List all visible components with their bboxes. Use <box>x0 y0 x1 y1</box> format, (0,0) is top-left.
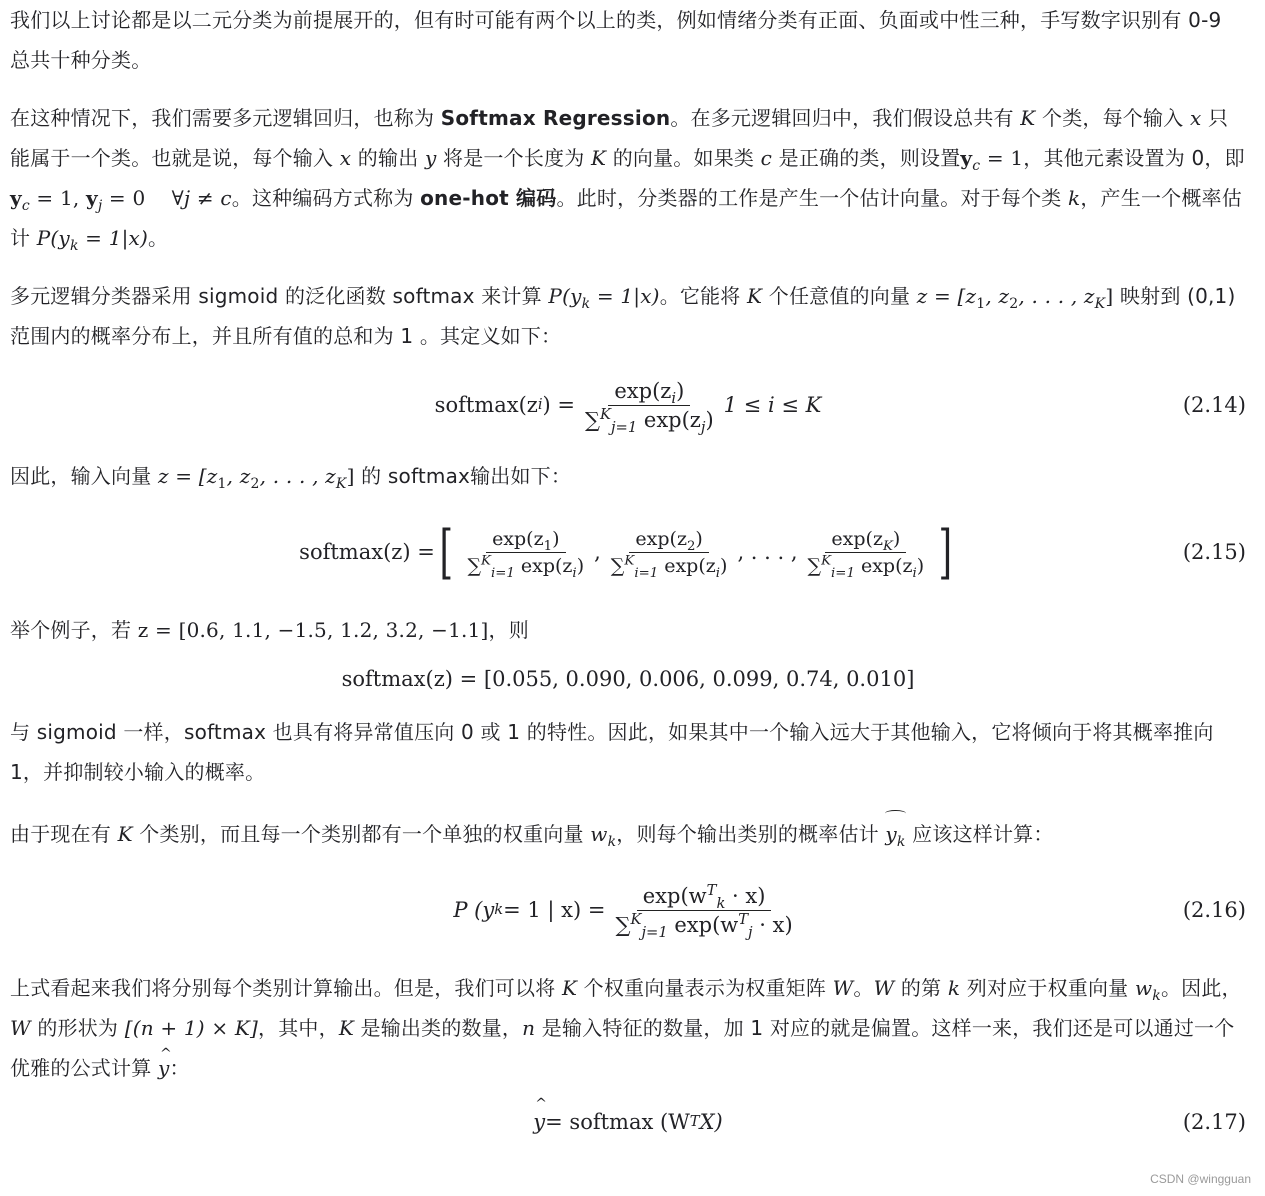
eq-den-end: ) <box>720 554 728 577</box>
math-sub: k <box>896 834 906 850</box>
eq-den: exp(w <box>667 912 739 937</box>
math-expr: P(y <box>36 226 70 250</box>
math-var: K <box>338 1016 354 1040</box>
math-var: W <box>10 1016 31 1040</box>
eq-sub: K <box>882 538 893 554</box>
text: 个类别，而且每一个类别都有一个单独的权重向量 <box>132 822 591 846</box>
math-sub: 1 <box>217 476 227 492</box>
text: ，其中， <box>258 1016 339 1040</box>
text: 。在多元逻辑回归中，我们假设总共有 <box>670 106 1021 130</box>
math-var: K <box>590 146 607 170</box>
eq-close: ) <box>552 527 560 550</box>
eq-lhs: softmax(z) = <box>299 540 435 564</box>
text: ，其他元素设置为 0，即 <box>1023 146 1245 170</box>
math-var: y <box>960 146 973 170</box>
eq-num: exp(z <box>492 527 544 550</box>
text: 。 <box>853 976 874 1000</box>
eq-den-end: ) <box>576 554 585 577</box>
eq-sub: i=1 <box>490 565 515 581</box>
math-var: K <box>1020 106 1036 130</box>
equation-2-14: softmax(z i ) = $\frac{\exp(z_i)}{\sum^K_{j=1} \exp(z_j)}$ 1 ≤ i ≤ K (2.14) <box>434 378 1246 436</box>
math-sub: K <box>1094 296 1106 312</box>
text: 是正确的类，则设置 <box>772 146 961 170</box>
eq-lhs: softmax(z <box>434 393 538 417</box>
eq-result: softmax(z) = [0.055, 0.090, 0.006, 0.099, 0.74, 0.010] <box>341 667 915 691</box>
text: 上式看起来我们将分别每个类别计算输出。但是，我们可以将 <box>10 976 562 1000</box>
eq-den: exp(z <box>658 554 716 577</box>
text: 。它能将 <box>659 284 748 308</box>
math-expr: , . . . , z <box>1018 284 1095 308</box>
math-expr: , z <box>985 284 1010 308</box>
text: 。此时，分类器的工作是产生一个估计向量。对于每个类 <box>556 186 1069 210</box>
equation-example-result <box>10 654 1246 704</box>
math-var: K <box>561 976 578 1000</box>
eq-sub: 2 <box>686 538 696 554</box>
eq-num-end: ) <box>676 378 685 403</box>
paragraph-softmax-property <box>10 712 1246 792</box>
paragraph-multiclass-intro <box>10 0 1246 80</box>
text: 的第 <box>894 976 948 1000</box>
paragraph-softmax-def <box>10 276 1246 356</box>
math-var: k <box>1068 186 1081 210</box>
eq-den-end: ) <box>916 554 925 577</box>
eq-num: exp(w <box>642 883 707 908</box>
equation-2-17: ^ y = softmax (W T X) (2.17) <box>10 1096 1246 1148</box>
eq-num: exp(z <box>614 378 672 403</box>
eq-sub: i <box>912 565 917 581</box>
eq-lhs-end: ) = <box>542 393 576 417</box>
math-expr: P(y <box>548 284 582 308</box>
text: 举个例子，若 <box>10 618 138 642</box>
text: ，则每个输出类别的概率估计 <box>616 822 886 846</box>
math-var: y <box>10 186 22 210</box>
eq-sup: K <box>481 553 491 569</box>
eq-fraction <box>579 378 720 436</box>
text: 的形状为 <box>30 1016 125 1040</box>
math-sub: k <box>1152 988 1161 1004</box>
math-sub: k <box>607 834 617 850</box>
math-var: K <box>117 822 133 846</box>
separator: , <box>594 540 601 564</box>
equation-number: (2.15) <box>1182 540 1246 564</box>
math-expr: , . . . , z <box>259 464 336 488</box>
eq-fraction <box>609 881 798 941</box>
text: 个权重向量表示为权重矩阵 <box>577 976 833 1000</box>
article-body <box>10 0 1246 1148</box>
text: 由于现在有 <box>10 822 118 846</box>
eq-sub: 1 <box>543 538 553 554</box>
bold-term-softmax-regression: Softmax Regression <box>440 106 671 130</box>
text: ： <box>169 1056 190 1080</box>
math-var: y <box>86 186 98 210</box>
math-expr: z = [0.6, 1.1, −1.5, 1.2, 3.2, −1.1] <box>137 618 489 642</box>
eq-sub: i=1 <box>831 565 855 581</box>
eq-sub: i <box>671 389 677 407</box>
math-expr: = 1 <box>29 186 73 210</box>
eq-close: ) <box>892 527 901 550</box>
eq-sub: i <box>572 565 577 581</box>
eq-fraction-2 <box>605 527 734 581</box>
eq-den: exp(z <box>514 554 573 577</box>
equation-number: (2.16) <box>1182 898 1246 922</box>
eq-condition: 1 ≤ i ≤ K <box>723 393 822 417</box>
math-expr: ∀j ≠ c <box>145 186 232 210</box>
bold-term-one-hot: one-hot 编码 <box>420 186 557 210</box>
eq-sub: j <box>748 923 753 941</box>
math-sub: k <box>69 238 79 254</box>
eq-fraction-1 <box>461 527 590 581</box>
math-var: c <box>760 146 773 170</box>
eq-lhs-end: = 1 | x) = <box>503 898 606 922</box>
math-var: y <box>885 822 897 846</box>
text: 的向量。如果类 <box>606 146 761 170</box>
sum-symbol: ∑ <box>615 912 631 937</box>
eq-close: ) <box>695 527 703 550</box>
eq-den-end: ) <box>705 407 714 432</box>
eq-sub: j <box>700 418 706 436</box>
math-expr: , z <box>226 464 251 488</box>
math-expr: ] <box>346 464 355 488</box>
text: 是输入特征的数量，加 1 对应的就是偏置。这样一来，我们还是可以通过一个优雅的公式计算 <box>10 1016 1235 1080</box>
text: 映射到 (0,1) 范围内的概率分布上，并且所有值的总和为 1 。其定义如下： <box>10 284 1236 348</box>
eq-sup: K <box>600 405 611 423</box>
equation-2-16: P (y k = 1 | x) = $\frac{\exp(w^T_k \cdot x)}{\sum^K_{j=1} \exp(w^T_j \cdot x)}$ (2.16) <box>453 881 1246 941</box>
math-var: K <box>747 284 763 308</box>
math-sub: K <box>335 476 347 492</box>
math-var: x <box>339 146 352 170</box>
text: 多元逻辑分类器采用 sigmoid 的泛化函数 softmax 来计算 <box>10 284 549 308</box>
equation-2-15 <box>10 510 1246 594</box>
text: 将是一个长度为 <box>436 146 591 170</box>
eq-num: exp(z <box>831 527 883 550</box>
math-sub: 1 <box>976 296 986 312</box>
math-var: x <box>1189 106 1202 130</box>
paragraph-example <box>10 610 1246 650</box>
text: 应该这样计算： <box>905 822 1054 846</box>
text: 与 sigmoid 一样，softmax 也具有将异常值压向 0 或 1 的特性。因此，如果其中一个输入远大于其他输入，它将倾向于将其概率推向 1，并抑制较小输入的概率。 <box>10 720 1214 784</box>
text: 的 softmax输出如下： <box>354 464 572 488</box>
math-expr: z = [z <box>916 284 977 308</box>
math-sub: j <box>97 198 103 214</box>
ellipsis: , . . . , <box>737 540 798 564</box>
math-expr: = 1|x) <box>78 226 149 250</box>
text: 。 <box>148 226 169 250</box>
eq-sup: K <box>630 910 642 928</box>
sum-symbol: ∑ <box>610 554 625 577</box>
math-sub: 2 <box>250 476 260 492</box>
text: 。这种编码方式称为 <box>231 186 421 210</box>
math-var: W <box>873 976 895 1000</box>
paragraph-weight-matrix <box>10 968 1246 1088</box>
text: ，则 <box>488 618 529 642</box>
math-expr: = 0 <box>102 186 146 210</box>
watermark: CSDN @wingguan <box>1150 1172 1251 1186</box>
eq-sup: K <box>821 553 832 569</box>
math-var: n <box>522 1016 536 1040</box>
text: 在这种情况下，我们需要多元逻辑回归，也称为 <box>10 106 441 130</box>
eq-rhs-end: X) <box>699 1110 723 1134</box>
math-var: w <box>1134 976 1153 1000</box>
eq-num-end: · x) <box>725 883 766 908</box>
math-expr: [(n + 1) × K] <box>124 1016 258 1040</box>
text: 。因此， <box>1160 976 1242 1000</box>
text: 是输出类的数量， <box>353 1016 523 1040</box>
eq-sup: T <box>738 910 749 928</box>
paragraph-weight-vectors <box>10 810 1246 854</box>
math-yhat: ^ y <box>158 1048 170 1088</box>
math-var: w <box>590 822 608 846</box>
text: 个类，每个输入 <box>1035 106 1190 130</box>
text: 我们以上讨论都是以二元分类为前提展开的，但有时可能有两个以上的类，例如情绪分类有正面、负面或中性三种，手写数字识别有 0-9 总共十种分类。 <box>10 8 1222 72</box>
math-var: W <box>832 976 854 1000</box>
math-sub: 2 <box>1009 296 1019 312</box>
eq-sup: K <box>624 553 635 569</box>
math-expr: z = [z <box>157 464 218 488</box>
eq-fraction-k <box>802 527 931 581</box>
sum-symbol: ∑ <box>585 407 601 432</box>
left-bracket: [ <box>439 518 453 586</box>
math-hat-yk <box>885 810 905 854</box>
eq-den: exp(z <box>854 554 913 577</box>
math-sub: c <box>972 158 981 174</box>
text: 个任意值的向量 <box>762 284 917 308</box>
equation-number: (2.17) <box>1182 1110 1246 1134</box>
eq-sup: T <box>706 881 717 899</box>
text: 因此，输入向量 <box>10 464 158 488</box>
paragraph-softmax-output <box>10 456 1246 496</box>
math-expr: = 1 <box>980 146 1024 170</box>
eq-yhat: ^ y <box>533 1110 545 1134</box>
math-var: k <box>947 976 961 1000</box>
equation-number: (2.14) <box>1182 393 1246 417</box>
math-expr: ] <box>1105 284 1114 308</box>
math-expr: = 1|x) <box>590 284 660 308</box>
sum-symbol: ∑ <box>467 554 482 577</box>
math-var: y <box>424 146 437 170</box>
eq-sub: k <box>716 894 726 912</box>
paragraph-softmax-regression: 在这种情况下，我们需要多元逻辑回归，也称为 Softmax Regression。在多元逻辑回归中，我们假设总共有 K 个类，每个输入 x 只能属于一个类。也就是说，每个输入 x 的输出 y 将是一个长度为 K 的向量。如果类 c 是正确的类，则设置$y_c = 1$，其他元素设置为 0，即$y_c = 1$, $y_j = 0$ ∀j ≠ c。这种编码方式称为 one-hot 编码。此时，分类器的工作是产生一个估计向量。对于每个类 k，产生一个概率估计 $P(y_k = 1|x)$。 <box>10 106 1245 254</box>
eq-den: exp(z <box>637 407 701 432</box>
eq-den-end: · x) <box>752 912 793 937</box>
eq-sub: i <box>715 565 721 581</box>
sum-symbol: ∑ <box>807 554 822 577</box>
text: 列对应于权重向量 <box>960 976 1135 1000</box>
eq-num: exp(z <box>635 527 687 550</box>
text: ，产生一个概率估计 <box>10 186 1242 250</box>
right-bracket: ] <box>938 518 953 586</box>
eq-sub: j=1 <box>641 923 668 941</box>
math-sub: c <box>21 198 30 214</box>
eq-lhs: P (y <box>453 898 495 922</box>
math-sub: k <box>581 296 591 312</box>
eq-sub: i=1 <box>634 565 659 581</box>
eq-rhs: = softmax (W <box>545 1110 690 1134</box>
text: 只能属于一个类。也就是说，每个输入 <box>10 106 1229 170</box>
eq-sub: j=1 <box>611 418 638 436</box>
text: 的输出 <box>351 146 425 170</box>
